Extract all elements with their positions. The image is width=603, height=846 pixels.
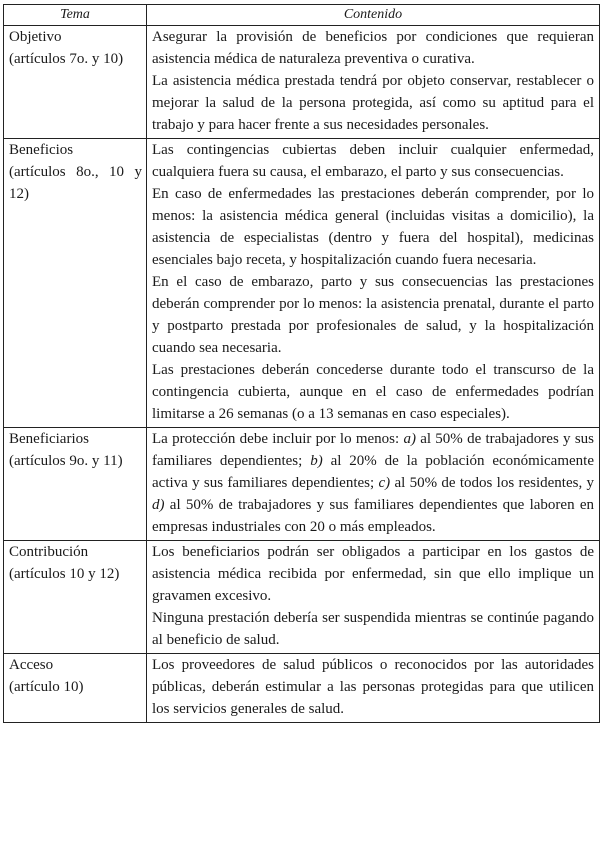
- topic-name: Acceso: [9, 657, 54, 673]
- content-paragraph: En caso de enfermedades las prestaciones deberán comprender, por lo menos: la asistencia médica general (incluidas visitas a domicilio), la asistencia de especialistas (dentro y fuera del hospital), medicinas esenciales bajo receta, y hospitalización cuando fuera necesaria.: [152, 186, 594, 268]
- content-cell: [147, 541, 600, 654]
- content-cell: [147, 139, 600, 428]
- item-text-c: al 50% de todos los residentes, y: [394, 475, 594, 491]
- item-label-c: c): [378, 475, 391, 491]
- header-row: [4, 5, 600, 26]
- topic-name: Objetivo: [9, 29, 62, 45]
- content-paragraph: Ninguna prestación debería ser suspendida mientras se continúe pagando al beneficio de salud.: [152, 610, 594, 648]
- beneficiaries-intro: La protección debe incluir por lo menos:: [152, 431, 400, 447]
- header-topic: Tema: [4, 5, 147, 26]
- table-row-acceso: [4, 654, 600, 723]
- topic-cell: [4, 541, 147, 654]
- topic-articles: (artículos 10 y 12): [9, 566, 120, 582]
- table-row-beneficiarios: [4, 428, 600, 541]
- content-cell: [147, 428, 600, 541]
- convention-summary-table: [3, 4, 600, 723]
- content-cell: [147, 26, 600, 139]
- topic-articles: (artículos 7o. y 10): [9, 51, 124, 67]
- content-cell: [147, 654, 600, 723]
- topic-cell: [4, 139, 147, 428]
- header-content: Contenido: [147, 5, 600, 26]
- item-label-a: a): [403, 431, 416, 447]
- content-paragraph: Asegurar la provisión de beneficios por condiciones que requieran asistencia médica de naturaleza preventiva o curativa.: [152, 29, 594, 67]
- topic-articles: (artículo 10): [9, 679, 84, 695]
- topic-articles: (artículos 9o. y 11): [9, 453, 123, 469]
- table-row-contribucion: [4, 541, 600, 654]
- topic-name: Contribución: [9, 544, 89, 560]
- table-row-beneficios: [4, 139, 600, 428]
- content-paragraph: La asistencia médica prestada tendrá por objeto conservar, restablecer o mejorar la salud de la persona protegida, así como su aptitud para el trabajo y para hacer frente a sus necesidades personales.: [152, 73, 594, 133]
- item-text-a: al 50% de trabajadores y sus familiares dependientes;: [152, 431, 594, 469]
- topic-cell: [4, 26, 147, 139]
- topic-cell: [4, 654, 147, 723]
- topic-name: Beneficiarios: [9, 431, 89, 447]
- content-paragraph: Las contingencias cubiertas deben incluir cualquier enfermedad, cualquiera fuera su causa, el embarazo, el parto y sus consecuencias.: [152, 142, 594, 180]
- content-paragraph: Las prestaciones deberán concederse durante todo el transcurso de la contingencia cubierta, aunque en el caso de enfermedades podrían limitarse a 26 semanas (o a 13 semanas en caso especiales).: [152, 362, 594, 422]
- item-text-b: al 20% de la población económicamente activa y sus familiares dependientes;: [152, 453, 594, 491]
- topic-articles: (artículos 8o., 10 y 12): [9, 164, 142, 202]
- content-paragraph: Los proveedores de salud públicos o reconocidos por las autoridades públicas, deberán estimular a las personas protegidas para que utilicen los servicios generales de salud.: [152, 657, 594, 717]
- content-paragraph: En el caso de embarazo, parto y sus consecuencias las prestaciones deberán comprender por lo menos: la asistencia prenatal, durante el parto y postparto prestada por profesionales de salud, y la hospitalización cuando sea necesaria.: [152, 274, 594, 356]
- item-text-d: al 50% de trabajadores y sus familiares dependientes que laboren en empresas industriales con 20 o más empleados.: [152, 497, 595, 535]
- topic-name: Beneficios: [9, 142, 74, 158]
- table-row-objetivo: [4, 26, 600, 139]
- item-label-b: b): [310, 453, 323, 469]
- content-paragraph: Los beneficiarios podrán ser obligados a participar en los gastos de asistencia médica recibida por enfermedad, sin que ello implique un gravamen excesivo.: [152, 544, 594, 604]
- item-label-d: d): [152, 497, 165, 513]
- topic-cell: [4, 428, 147, 541]
- content-paragraph: [152, 428, 594, 538]
